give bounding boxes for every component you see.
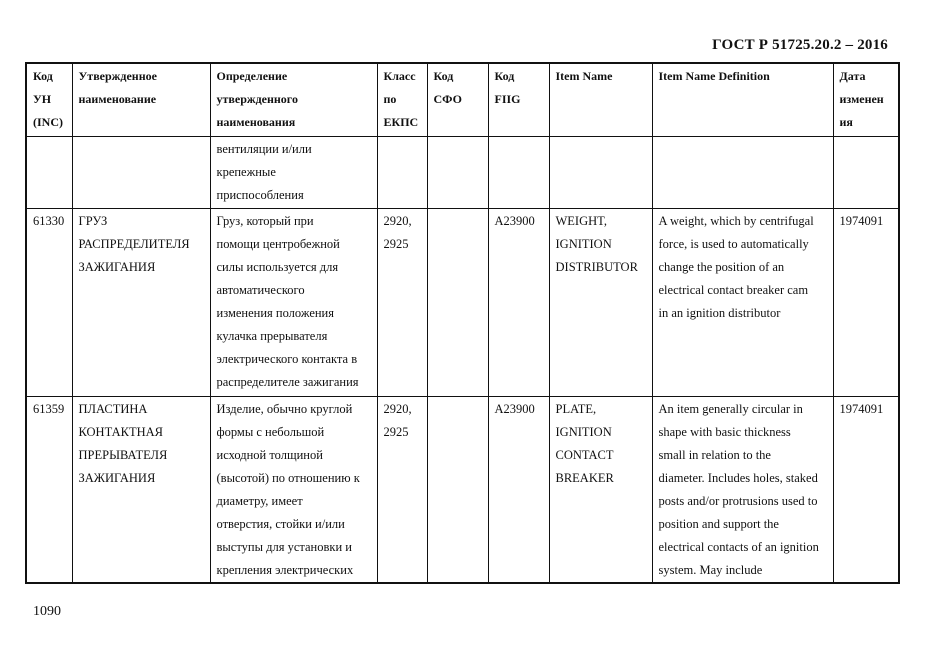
cell-line: отверстия, стойки и/или [216,516,345,531]
cell-line: по [383,92,397,106]
cell-item-name [549,136,652,208]
cell-fiig [488,396,549,583]
cell-line: Груз, который при [216,213,314,228]
cell-line: ПРЕРЫВАТЕЛЯ [78,447,168,462]
cell-line: формы с небольшой [216,424,325,439]
cell-item-definition [652,208,833,396]
cell-class [377,396,427,583]
cell-line: electrical contact breaker cam [658,282,809,297]
cell-line: вентиляции и/или [216,141,312,156]
cell-line: Утвержденное [78,69,157,83]
cell-line: Класс [383,69,416,83]
table-body [26,136,899,583]
header-item-name [549,63,652,136]
nomenclature-table [25,62,900,584]
cell-approved-name [72,208,210,396]
cell-line: распределителе зажигания [216,374,359,389]
cell-line: WEIGHT, [555,213,607,228]
cell-line: ПЛАСТИНА [78,401,148,416]
cell-line: system. May include [658,562,763,577]
cell-change-date [833,208,899,396]
cell-line: An item generally circular in [658,401,803,416]
cell-line: 1974091 [839,401,884,416]
cell-line: утвержденного [216,92,298,106]
cell-line: крепления электрических [216,562,354,577]
cell-line: выступы для установки и [216,539,352,554]
cell-line: исходной толщиной [216,447,323,462]
cell-line: Item Name [555,69,613,83]
cell-definition [210,208,377,396]
cell-line: Изделие, обычно круглой [216,401,353,416]
cell-line: РАСПРЕДЕЛИТЕЛЯ [78,236,190,251]
cell-line: PLATE, [555,401,597,416]
cell-sfo [427,136,488,208]
cell-line: Код [33,69,53,83]
page-number: 1090 [33,604,61,619]
cell-line: СФО [433,92,462,106]
cell-line: наименования [216,115,296,129]
cell-line: КОНТАКТНАЯ [78,424,163,439]
cell-line: A weight, which by centrifugal [658,213,814,228]
cell-line: 61359 [33,401,65,416]
cell-class [377,208,427,396]
cell-line: Код [494,69,515,83]
cell-line: 2925 [383,236,409,251]
cell-line: силы используется для [216,259,339,274]
cell-line: IGNITION [555,424,612,439]
cell-line: IGNITION [555,236,612,251]
cell-change-date [833,136,899,208]
cell-line: posts and/or protrusions used to [658,493,818,508]
cell-line: (INC) [33,115,63,129]
cell-line: автоматического [216,282,305,297]
cell-line: A23900 [494,213,535,228]
header-sfo [427,63,488,136]
cell-line: Дата [839,69,866,83]
table-row [26,136,899,208]
cell-sfo [427,396,488,583]
cell-line: Код [433,69,454,83]
cell-line: 2925 [383,424,409,439]
cell-line: small in relation to the [658,447,771,462]
cell-item-name [549,208,652,396]
cell-line: изменения положения [216,305,334,320]
cell-line: 2920, [383,213,412,228]
cell-line: электрического контакта в [216,351,358,366]
cell-sfo [427,208,488,396]
cell-line: ГРУЗ [78,213,108,228]
cell-inc [26,136,72,208]
cell-line: 61330 [33,213,65,228]
cell-line: приспособления [216,187,304,202]
cell-line: Определение [216,69,288,83]
cell-fiig [488,208,549,396]
cell-definition [210,136,377,208]
cell-change-date [833,396,899,583]
cell-line: ия [839,115,853,129]
cell-line: A23900 [494,401,535,416]
cell-line: diameter. Includes holes, staked [658,470,818,485]
cell-line: BREAKER [555,470,614,485]
cell-line: наименование [78,92,157,106]
cell-line: ЗАЖИГАНИЯ [78,470,156,485]
cell-line: Item Name Definition [658,69,770,83]
cell-line: помощи центробежной [216,236,340,251]
header-class [377,63,427,136]
table-row [26,396,899,583]
table-header-row [26,63,899,136]
cell-line: диаметру, имеет [216,493,303,508]
cell-approved-name [72,396,210,583]
header-item-definition [652,63,833,136]
cell-line: DISTRIBUTOR [555,259,638,274]
cell-inc [26,396,72,583]
cell-fiig [488,136,549,208]
cell-approved-name [72,136,210,208]
cell-line: ЕКПС [383,115,419,129]
header-definition [210,63,377,136]
cell-item-definition [652,396,833,583]
cell-line: кулачка прерывателя [216,328,328,343]
cell-line: УН [33,92,52,106]
cell-line: CONTACT [555,447,614,462]
cell-line: FIIG [494,92,521,106]
cell-class [377,136,427,208]
cell-line: force, is used to automatically [658,236,809,251]
cell-item-definition [652,136,833,208]
cell-line: (высотой) по отношению к [216,470,360,485]
cell-line: electrical contacts of an ignition [658,539,819,554]
cell-line: ЗАЖИГАНИЯ [78,259,156,274]
cell-line: изменен [839,92,884,106]
cell-line: крепежные [216,164,276,179]
header-fiig [488,63,549,136]
header-approved-name [72,63,210,136]
cell-line: 1974091 [839,213,884,228]
header-inc [26,63,72,136]
cell-inc [26,208,72,396]
cell-definition [210,396,377,583]
cell-line: shape with basic thickness [658,424,791,439]
cell-line: change the position of an [658,259,785,274]
table-row [26,208,899,396]
cell-line: in an ignition distributor [658,305,781,320]
standard-number: ГОСТ Р 51725.20.2 – 2016 [712,37,888,53]
header-change-date [833,63,899,136]
cell-line: 2920, [383,401,412,416]
cell-item-name [549,396,652,583]
cell-line: position and support the [658,516,779,531]
